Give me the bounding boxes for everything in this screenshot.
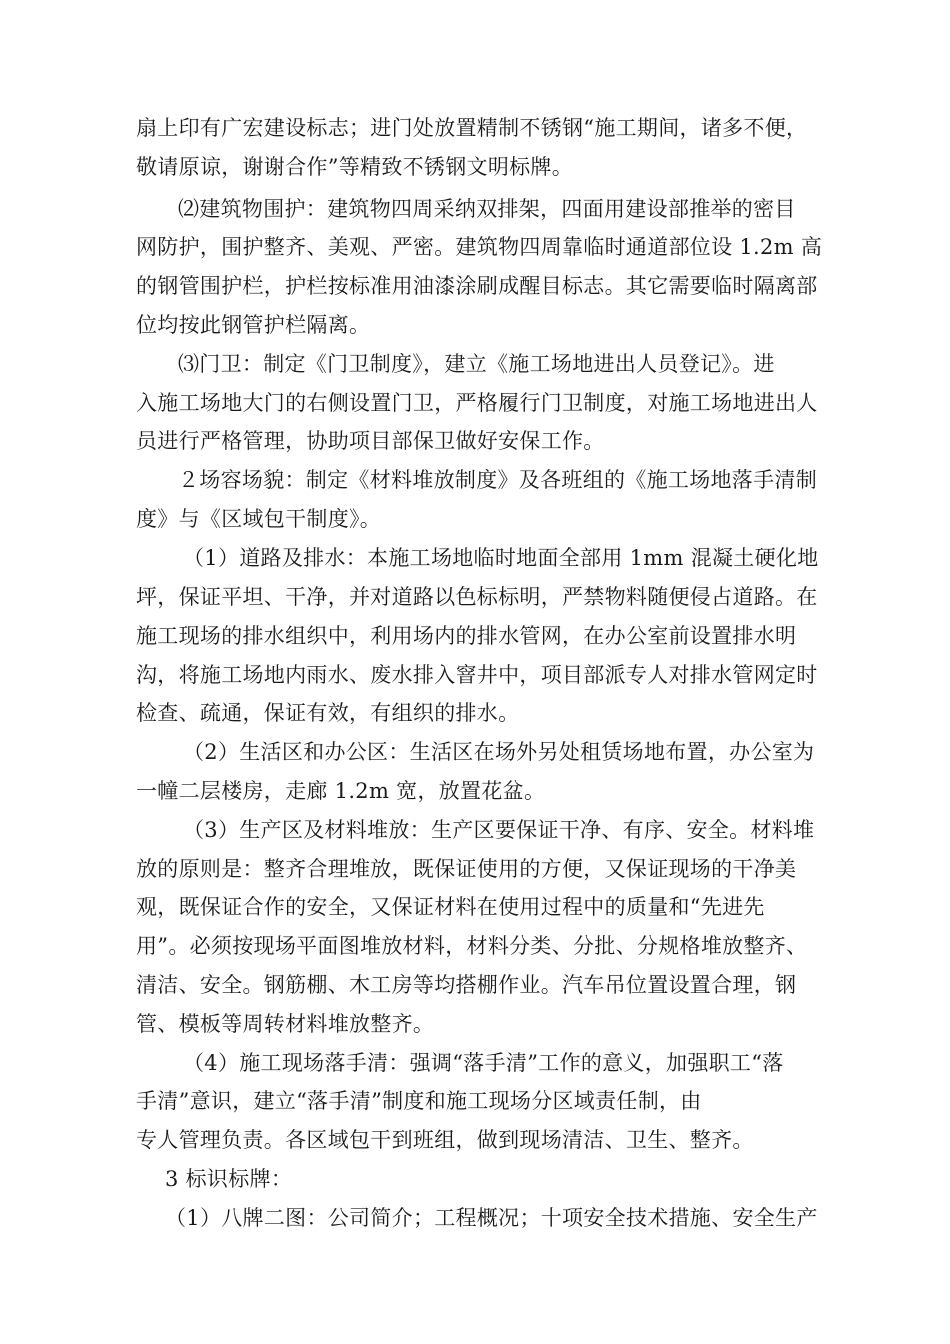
text-line: （4）施工现场落手清：强调“落手清”工作的意义，加强职工“落	[183, 1051, 784, 1075]
text-line: （3）生产区及材料堆放：生产区要保证干净、有序、安全。材料堆	[183, 818, 815, 842]
text-line: 沟，将施工场地内雨水、废水排入窨井中，项目部派专人对排水管网定时	[136, 663, 818, 687]
text-line: 施工现场的排水组织中，利用场内的排水管网，在办公室前设置排水明	[136, 624, 797, 648]
text-line: 3 标识标牌：	[165, 1167, 293, 1191]
text-line: 观，既保证合作的安全，又保证材料在使用过程中的质量和“先进先	[136, 895, 765, 919]
text-line: 坪，保证平坦、干净，并对道路以色标标明，严禁物料随便侵占道路。在	[136, 585, 818, 609]
text-line: 网防护，围护整齐、美观、严密。建筑物四周靠临时通道部位设 1.2m 高	[136, 235, 823, 259]
text-line: （2）生活区和办公区：生活区在场外另处租赁场地布置，办公室为	[183, 740, 815, 764]
text-line: 专人管理负责。各区域包干到班组，做到现场清洁、卫生、整齐。	[136, 1128, 754, 1152]
text-line: 扇上印有广宏建设标志；进门处放置精制不锈钢“施工期间，诸多不便，	[136, 116, 808, 140]
text-line: 的钢管围护栏，护栏按标准用油漆涂刷成醒目标志。其它需要临时隔离部	[136, 274, 818, 298]
text-line: ⑵建筑物围护：建筑物四周采纳双排架，四面用建设部推举的密目	[178, 197, 796, 221]
text-line: （1）道路及排水：本施工场地临时地面全部用 1mm 混凝土硬化地	[183, 546, 819, 570]
text-line: ⑶门卫：制定《门卫制度》，建立《施工场地进出人员登记》。进	[178, 352, 775, 376]
text-line: 手清”意识，建立“落手清”制度和施工现场分区域责任制，由	[136, 1089, 702, 1113]
text-line: 位均按此钢管护栏隔离。	[136, 313, 371, 337]
text-line: 一幢二层楼房，走廊 1.2m 宽，放置花盆。	[136, 779, 546, 803]
text-line: ２场容场貌：制定《材料堆放制度》及各班组的《施工场地落手清制	[178, 468, 817, 492]
text-line: 入施工场地大门的右侧设置门卫，严格履行门卫制度，对施工场地进出人	[136, 391, 818, 415]
text-line: 检查、疏通，保证有效，有组织的排水。	[136, 701, 520, 725]
text-line: 敬请原谅，谢谢合作”等精致不锈钢文明标牌。	[136, 155, 574, 179]
text-line: 清洁、安全。钢筋棚、木工房等均搭棚作业。汽车吊位置设置合理，钢	[136, 973, 797, 997]
text-line: 管、模板等周转材料堆放整齐。	[136, 1012, 435, 1036]
text-line: 用”。必须按现场平面图堆放材料，材料分类、分批、分规格堆放整齐、	[136, 934, 808, 958]
text-line: 放的原则是：整齐合理堆放，既保证使用的方便，又保证现场的干净美	[136, 857, 797, 881]
text-line: 度》与《区域包干制度》。	[136, 507, 382, 531]
text-line: （1）八牌二图：公司简介；工程概况；十项安全技术措施、安全生产	[165, 1206, 818, 1230]
text-line: 员进行严格管理，协助项目部保卫做好安保工作。	[136, 429, 605, 453]
